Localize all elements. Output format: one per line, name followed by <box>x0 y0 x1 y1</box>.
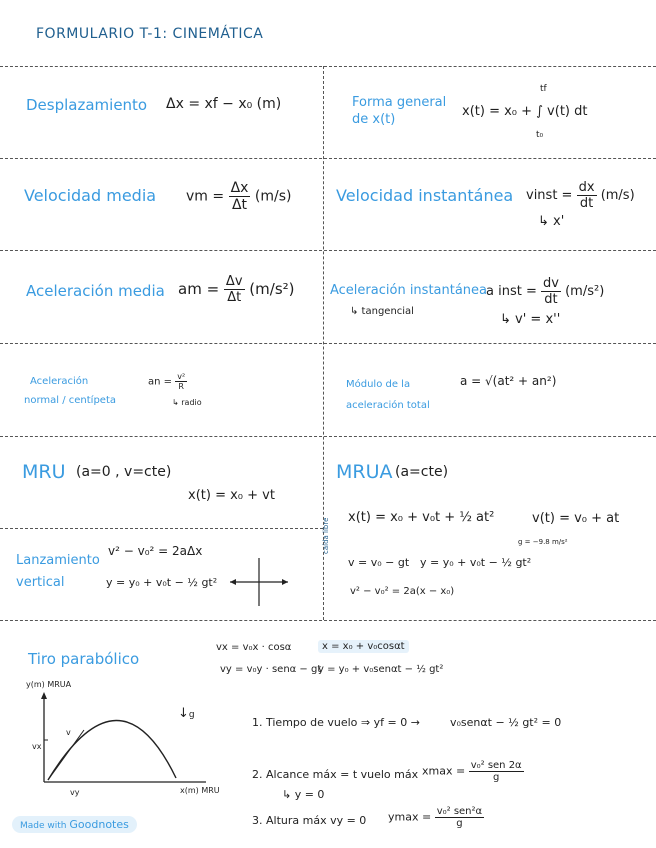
formula-aceleracion-instantanea <box>486 276 604 307</box>
fraction <box>541 276 561 307</box>
vector-vx-label: vx <box>32 742 42 751</box>
note-y-cero: ↳ y = 0 <box>282 788 325 801</box>
formula-tiro-y: y = y₀ + v₀senαt − ½ gt² <box>318 664 444 675</box>
numerator: v₀² sen 2α <box>470 760 522 771</box>
label-velocidad-instantanea: Velocidad instantánea <box>336 186 514 205</box>
label-line: normal / centípeta <box>24 395 117 406</box>
unit: (m/s²) <box>565 284 605 299</box>
divider <box>0 620 656 621</box>
fraction <box>577 180 597 211</box>
formula-lhs: am = <box>178 280 220 298</box>
label-line: Módulo de la <box>346 379 411 390</box>
note-derivative: ↳ x' <box>538 214 565 229</box>
label-line: de x(t) <box>352 111 396 127</box>
fraction <box>435 806 484 829</box>
divider <box>0 528 323 529</box>
vector-v-label: v <box>66 728 71 737</box>
numerator: dv <box>543 276 559 291</box>
label-mrua: MRUA <box>336 461 393 483</box>
condition-mrua: (a=cte) <box>395 464 449 480</box>
formula-lhs: ymax = <box>388 810 432 824</box>
integral-upper: tf <box>540 84 547 94</box>
formula-lanzamiento-torricelli: v² − v₀² = 2aΔx <box>108 544 203 558</box>
label-aceleracion-media: Aceleración media <box>26 282 165 300</box>
axes-icon <box>226 554 292 610</box>
label-aceleracion-instantanea: Aceleración instantánea <box>330 283 488 298</box>
label-line: Forma general <box>352 95 447 110</box>
label-line: Aceleración <box>30 376 89 387</box>
formula-velocidad-instantanea <box>526 180 635 211</box>
formula-lhs: xmax = <box>422 764 466 778</box>
page-title: FORMULARIO T-1: CINEMÁTICA <box>36 26 264 42</box>
formula-tiro-x: x = x₀ + v₀cosαt <box>318 640 409 653</box>
formula-forma-general: x(t) = x₀ + ∫ v(t) dt <box>462 104 588 119</box>
brand-text: Goodnotes <box>69 818 129 831</box>
formula-lhs: a inst = <box>486 284 537 299</box>
numerator: Δx <box>230 180 249 196</box>
integral-lower: t₀ <box>536 130 544 140</box>
divider <box>0 343 656 344</box>
divider <box>0 436 656 437</box>
denominator: g <box>456 818 463 829</box>
label-velocidad-media: Velocidad media <box>24 186 157 205</box>
note-radio: ↳ radio <box>172 398 202 407</box>
item-altura-max: 3. Altura máx vy = 0 <box>252 814 367 827</box>
formula-modulo: a = √(at² + an²) <box>460 374 557 388</box>
formula-mrua-position: x(t) = x₀ + v₀t + ½ at² <box>348 510 495 525</box>
fraction <box>224 274 245 305</box>
divider <box>0 250 656 251</box>
condition-mru: (a=0 , v=cte) <box>76 464 172 480</box>
formula-desplazamiento: Δx = xf − x₀ (m) <box>166 96 282 112</box>
fraction <box>469 760 524 783</box>
formula-mrua-velocity: v(t) = v₀ + at <box>532 511 620 526</box>
axis-x-label: x(m) MRU <box>180 786 220 795</box>
item-tiempo-vuelo: 1. Tiempo de vuelo ⇒ yf = 0 → <box>252 716 420 729</box>
formula-lanzamiento-position: y = y₀ + v₀t − ½ gt² <box>106 576 218 589</box>
formula-aceleracion-normal <box>148 372 187 391</box>
denominator: Δt <box>231 197 248 213</box>
formula-mru: x(t) = x₀ + vt <box>188 488 275 503</box>
numerator: v² <box>177 372 186 381</box>
numerator: dx <box>578 180 595 195</box>
fraction <box>175 372 187 391</box>
label-mru: MRU <box>22 461 66 483</box>
formula-lhs: an = <box>148 376 173 388</box>
fraction <box>229 180 251 213</box>
label-tiro-parabolico: Tiro parabólico <box>28 650 140 668</box>
label-line: vertical <box>16 575 65 591</box>
axis-y-label: y(m) MRUA <box>26 680 72 689</box>
formula-lhs: vinst = <box>526 188 573 203</box>
label-line: aceleración total <box>346 400 430 411</box>
denominator: Δt <box>227 290 242 305</box>
formula-tiro-vy: vy = v₀y · senα − gt <box>220 664 322 675</box>
divider <box>0 66 656 67</box>
formula-caida-position: y = y₀ + v₀t − ½ gt² <box>420 556 532 569</box>
denominator: dt <box>544 292 558 307</box>
gravity-arrow: ↓g <box>178 706 195 721</box>
gravity-label: g <box>188 710 195 720</box>
formula-tiempo-vuelo: v₀senαt − ½ gt² = 0 <box>450 716 562 729</box>
numerator: Δv <box>225 274 243 289</box>
label-caida-libre: caída libre <box>322 517 330 554</box>
parabola-diagram <box>30 690 210 790</box>
formula-mrua-torricelli: v² − v₀² = 2a(x − x₀) <box>350 586 455 597</box>
formula-lhs: vm = <box>186 188 225 205</box>
formula-altura-max <box>388 806 484 829</box>
label-aceleracion-normal <box>24 372 116 410</box>
formula-tiro-vx: vx = v₀x · cosα <box>216 642 292 653</box>
formula-caida-velocity: v = v₀ − gt <box>348 556 410 569</box>
formula-alcance-max <box>422 760 524 783</box>
denominator: g <box>493 772 500 783</box>
g-value: g = −9.8 m/s² <box>518 538 568 546</box>
denominator: R <box>178 382 184 391</box>
unit: (m/s) <box>600 188 635 203</box>
label-desplazamiento: Desplazamiento <box>26 96 148 114</box>
denominator: dt <box>579 196 594 211</box>
vector-vy-label: vy <box>70 788 80 797</box>
label-lanzamiento-vertical <box>16 550 100 594</box>
note-second-derivative: ↳ v' = x'' <box>500 312 561 327</box>
unit: (m/s²) <box>249 280 295 298</box>
label-line: Lanzamiento <box>16 553 100 568</box>
label-modulo <box>346 374 430 416</box>
note-tangencial: ↳ tangencial <box>350 306 414 317</box>
formula-aceleracion-media <box>178 274 295 305</box>
item-alcance-max: 2. Alcance máx = t vuelo máx <box>252 768 419 781</box>
label-forma-general <box>352 95 446 129</box>
made-with-text: Made with <box>20 821 67 831</box>
numerator: v₀² sen²α <box>436 806 483 817</box>
made-with-goodnotes-badge <box>12 816 137 833</box>
unit: (m/s) <box>254 188 292 205</box>
divider <box>0 158 656 159</box>
formula-velocidad-media <box>186 180 291 213</box>
